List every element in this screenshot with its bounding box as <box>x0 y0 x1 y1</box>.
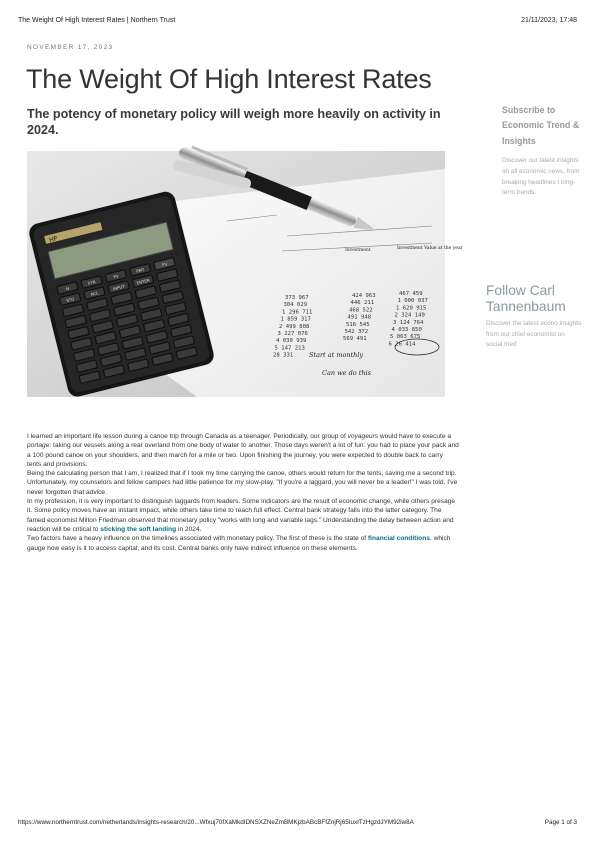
calculator-key-label: N <box>65 285 70 292</box>
subscribe-heading[interactable]: Subscribe to Economic Trend & Insights <box>502 105 580 146</box>
text-run: : taking our vessels along a rear overland from one body of water to another. Those days weren't a lot of fun: you had to place your pack and a 100 pound canoe on your shoulders, and then march for a mile or two. Upon finishing the journey, you were expected to double back to carry tents and provisions. <box>27 442 459 468</box>
follow-heading[interactable]: Follow Carl Tannenbaum <box>486 283 566 314</box>
calculator-brand: HP <box>48 235 59 244</box>
article-title: The Weight Of High Interest Rates <box>26 64 432 94</box>
paper-figure: 1 000 037 <box>397 298 428 305</box>
paper-figure: 4 033 850 <box>391 327 422 333</box>
follow-description: Discover the latest econo insights from our chief economist on social med <box>486 320 582 348</box>
calculator-key-label: PMT <box>135 266 145 274</box>
paper-figure: 491 948 <box>347 314 372 321</box>
paper-figure: 304 029 <box>283 302 308 309</box>
body-paragraph <box>27 469 459 497</box>
body-paragraph <box>27 432 459 469</box>
inline-link[interactable]: financial conditions <box>367 535 430 543</box>
paper-note: Investment Value at the year <box>397 246 463 251</box>
paper-figure: 5 063 675 <box>390 334 421 341</box>
text-run: I learned an important life lesson during a canoe trip through Canada as a teenager. Periodically, our group of <box>27 433 348 440</box>
article-body <box>27 432 459 553</box>
paper-figure: 569 491 <box>343 336 367 343</box>
paper-figure: 373 967 <box>285 295 309 301</box>
paper-figure: 467 459 <box>399 291 423 297</box>
paper-note: Can we do this <box>322 369 371 377</box>
paper-figure: 3 227 076 <box>277 331 308 337</box>
paper-figure: 446 211 <box>350 300 375 307</box>
page-number: Page 1 of 3 <box>544 819 577 826</box>
text-run: Being the calculating person that I am, I realized that if I took my time carrying the canoe, others would return for the tents, saving me a second trip. Unfortunately, my counselors and fellow campers had little patience for my slow-play. "If you're a laggard, you will never be a leader!" I was told. I've never forgotten that advice. <box>27 470 458 496</box>
paper-figure: 542 372 <box>344 329 369 335</box>
italic-term: voyageurs <box>347 433 379 440</box>
calculator-key-label: I/YR <box>87 279 97 286</box>
paper-note: Investment <box>345 248 371 253</box>
hero-image <box>27 151 463 397</box>
calculator-key-label: RCL <box>90 290 99 298</box>
paper-figure: 2 324 149 <box>394 312 425 319</box>
print-footer <box>18 819 577 826</box>
paper-figure: 1 296 711 <box>282 309 313 316</box>
article-subtitle: The potency of monetary policy will weigh more heavily on activity in 2024. <box>27 107 441 137</box>
text-run: would have to execute a <box>378 433 451 440</box>
text-run: , which gauge how easy is it to access capital, and its cost. Central banks only have indirect influence on these elements. <box>27 535 451 552</box>
calculator-key-label: PV <box>112 273 120 280</box>
paper-figure: 1 620 915 <box>396 305 427 312</box>
paper-figure: 6 26 414 <box>388 341 416 348</box>
text-run: in 2024. <box>176 525 202 533</box>
paper-figure: 424 963 <box>352 293 376 299</box>
calculator-key-label: INPUT <box>112 283 126 292</box>
paper-figure: 5 147 213 <box>274 345 305 352</box>
print-header <box>18 17 577 24</box>
body-paragraph <box>27 534 459 553</box>
body-paragraph <box>27 497 459 534</box>
paper-figure: 2 499 808 <box>279 323 310 330</box>
calculator-key-label: ENTER <box>136 277 151 286</box>
text-run: Two factors have a heavy influence on the timelines associated with monetary policy. The first of these is the state of <box>27 535 368 543</box>
paper-figure: 3 124 764 <box>393 319 424 326</box>
calculator-key-label: FV <box>161 261 168 268</box>
print-url: https://www.northerntrust.com/netherlands/insights-research/20...Wfxuj70fXaMkdIDNSXZNeZmBMKjzbABcBFfZnjRj65IuxITzHgzdJYM92iw8A <box>18 819 414 826</box>
paper-figure: 468 522 <box>349 307 373 314</box>
paper-figure: 516 545 <box>346 321 370 328</box>
paper-note: Start at monthly <box>309 351 364 359</box>
subscribe-description: Discover our latest insights on all economic news, from breaking headlines t long-term trends. <box>502 157 580 197</box>
calculator-key-label: STO <box>65 296 75 304</box>
print-timestamp: 21/11/2023, 17:48 <box>521 17 577 24</box>
paper-figure: 4 030 939 <box>276 338 307 345</box>
text-run: In my profession, it is very important to distinguish laggards from leaders. Some indicators are the result of economic change, while others presage it. Some policy moves have an instant impact, while others take time to reach full effect. Central bank strategy falls into the latter category. The famed economist Milton Friedman observed that monetary policy "works with long and variable lags." Understanding the delay between action and reaction will be critical to <box>27 498 456 533</box>
italic-term: portage <box>27 442 50 450</box>
paper-figure: 28 331 <box>273 352 294 359</box>
print-page-title: The Weight Of High Interest Rates | Northern Trust <box>18 17 176 24</box>
article-date: NOVEMBER 17, 2023 <box>27 44 114 51</box>
inline-link[interactable]: sticking the soft landing <box>100 525 177 533</box>
paper-figure: 1 859 317 <box>280 316 311 323</box>
